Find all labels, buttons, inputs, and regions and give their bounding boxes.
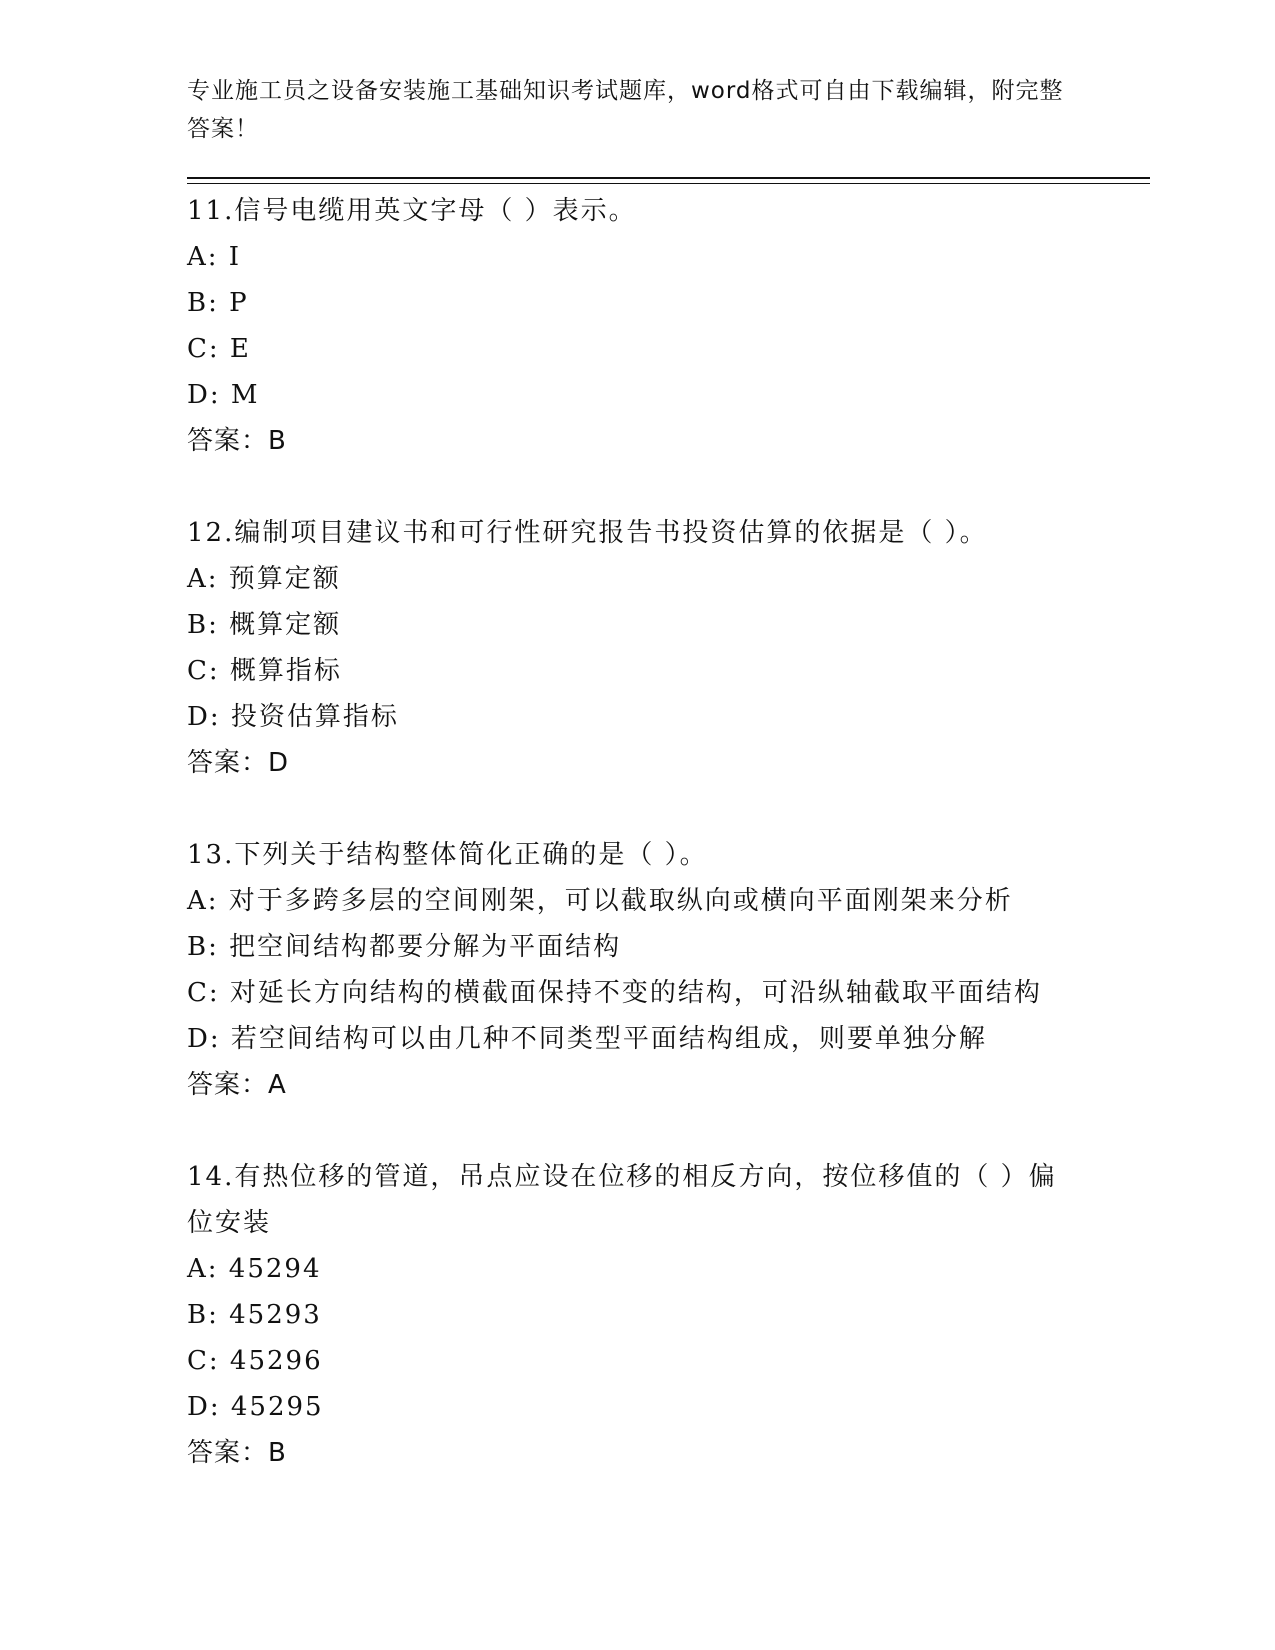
option-b: B: 概算定额 xyxy=(187,610,342,640)
question-11 xyxy=(187,188,1107,464)
option-a: A: 45294 xyxy=(187,1254,322,1284)
option-c: C: 概算指标 xyxy=(187,656,342,686)
option-c: C: E xyxy=(187,334,251,364)
option-c: C: 45296 xyxy=(187,1346,323,1376)
option-b: B: 把空间结构都要分解为平面结构 xyxy=(187,932,622,962)
question-stem: 11.信号电缆用英文字母（ ）表示。 xyxy=(187,196,637,226)
answer: 答案：B xyxy=(187,426,287,456)
question-stem: 14.有热位移的管道，吊点应设在位移的相反方向，按位移值的（ ）偏位安装 xyxy=(187,1162,1057,1238)
question-stem: 12.编制项目建议书和可行性研究报告书投资估算的依据是（ ）。 xyxy=(187,518,988,548)
header-divider-thin xyxy=(187,183,1150,184)
answer: 答案：A xyxy=(187,1070,287,1100)
question-stem: 13.下列关于结构整体简化正确的是（ ）。 xyxy=(187,840,708,870)
option-a: A: 预算定额 xyxy=(187,564,341,594)
question-14 xyxy=(187,1154,1107,1476)
option-a: A: I xyxy=(187,242,242,272)
option-b: B: P xyxy=(187,288,249,318)
option-d: D: M xyxy=(187,380,260,410)
document-header: 专业施工员之设备安装施工基础知识考试题库，word格式可自由下载编辑，附完整答案！ xyxy=(187,78,1064,142)
answer: 答案：D xyxy=(187,748,290,778)
option-d: D: 投资估算指标 xyxy=(187,702,399,732)
option-a: A: 对于多跨多层的空间刚架，可以截取纵向或横向平面刚架来分析 xyxy=(187,886,1013,916)
question-13 xyxy=(187,832,1107,1108)
option-d: D: 45295 xyxy=(187,1392,324,1422)
option-c: C: 对延长方向结构的横截面保持不变的结构，可沿纵轴截取平面结构 xyxy=(187,978,1042,1008)
question-12 xyxy=(187,510,1107,786)
question-list xyxy=(187,188,1107,1522)
option-d: D: 若空间结构可以由几种不同类型平面结构组成，则要单独分解 xyxy=(187,1024,987,1054)
option-b: B: 45293 xyxy=(187,1300,322,1330)
header-divider-thick xyxy=(187,177,1150,179)
answer: 答案：B xyxy=(187,1438,287,1468)
